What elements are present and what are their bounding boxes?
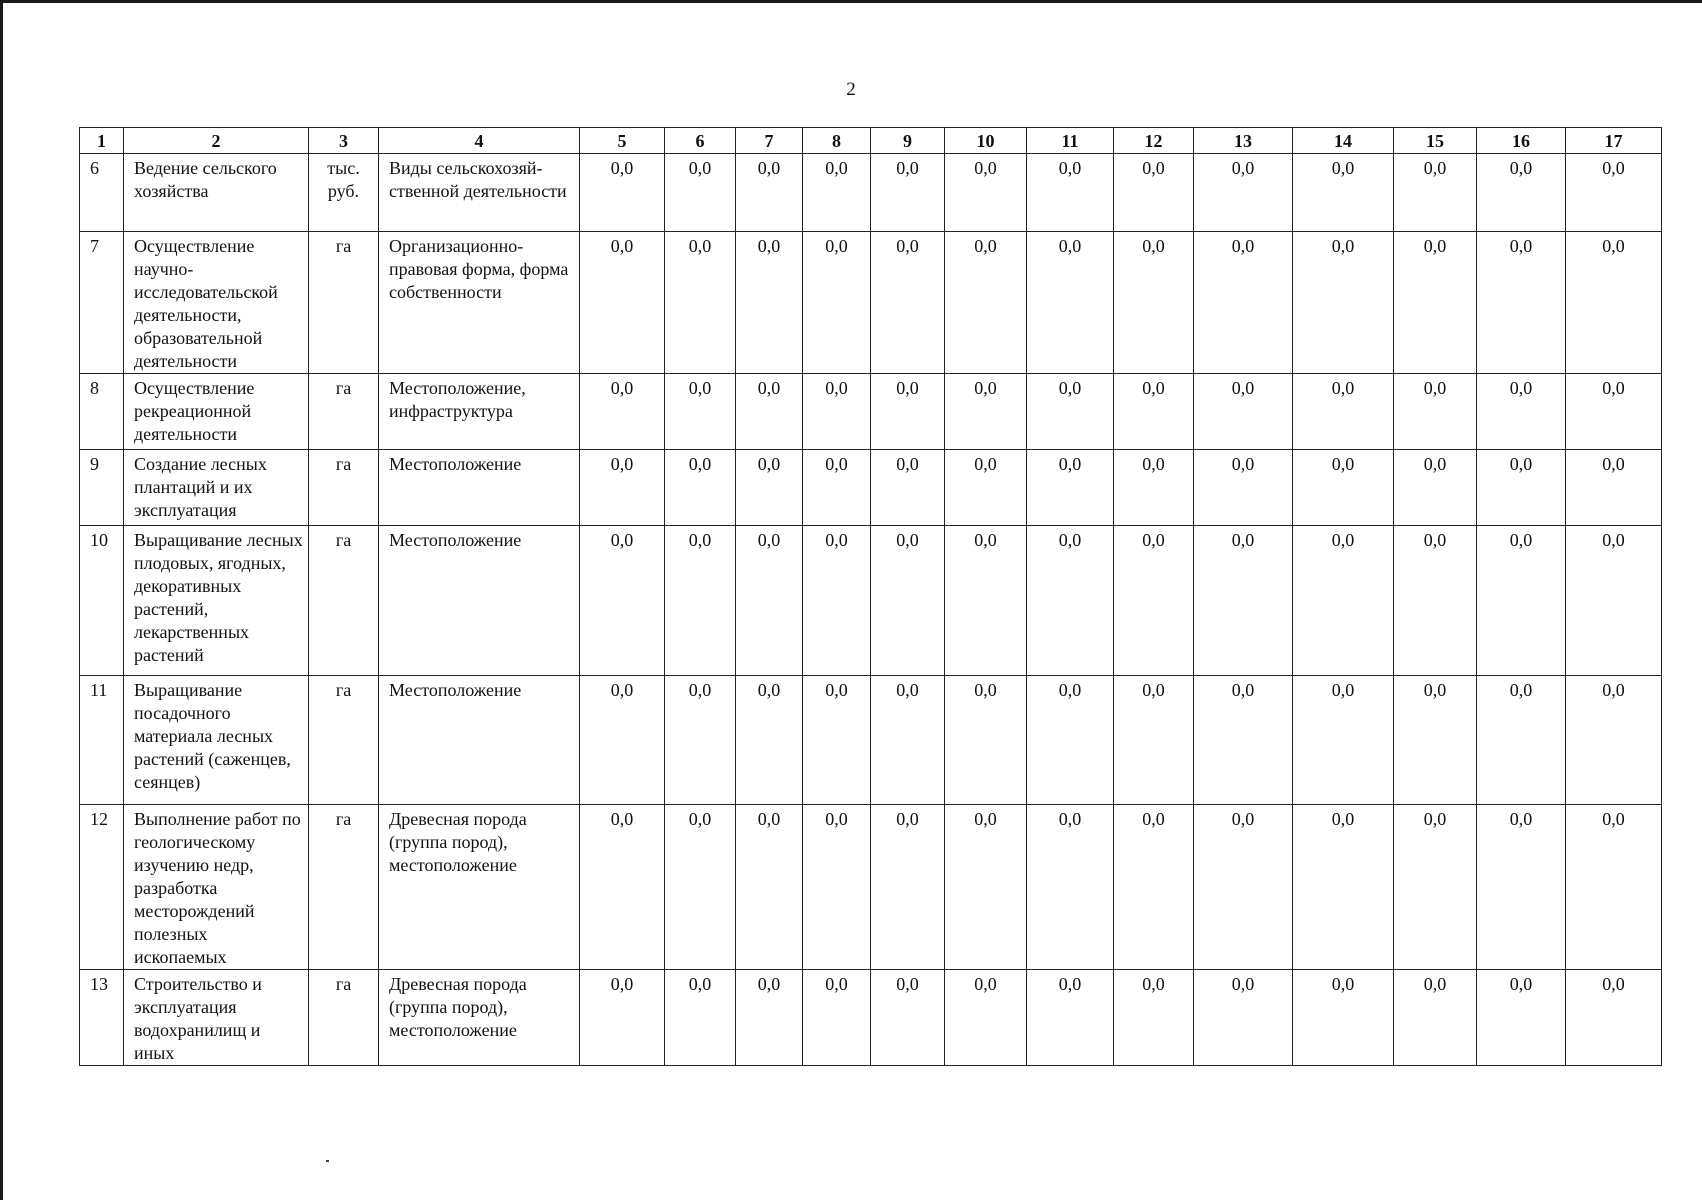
value-cell: 0,0 — [803, 970, 871, 1066]
column-header: 6 — [665, 128, 736, 154]
value-cell: 0,0 — [871, 154, 945, 232]
table-body — [80, 128, 1662, 1066]
value-cell: 0,0 — [1394, 232, 1477, 374]
value-cell: 0,0 — [1477, 805, 1566, 970]
value-cell: 0,0 — [736, 805, 803, 970]
value-cell: 0,0 — [1293, 154, 1394, 232]
value-cell: 0,0 — [580, 374, 665, 450]
characteristic: Древесная порода (группа пород), местоположение — [379, 805, 580, 970]
value-cell: 0,0 — [1114, 805, 1194, 970]
scan-speck — [326, 1160, 329, 1162]
value-cell: 0,0 — [803, 232, 871, 374]
value-cell: 0,0 — [665, 374, 736, 450]
value-cell: 0,0 — [1114, 450, 1194, 526]
table-row — [80, 970, 1662, 1066]
column-header: 8 — [803, 128, 871, 154]
value-cell: 0,0 — [1566, 676, 1662, 805]
column-header: 1 — [80, 128, 124, 154]
characteristic: Виды сельскохозяй-ственной деятельности — [379, 154, 580, 232]
value-cell: 0,0 — [1114, 970, 1194, 1066]
row-number: 12 — [80, 805, 124, 970]
column-header: 15 — [1394, 128, 1477, 154]
value-cell: 0,0 — [945, 805, 1027, 970]
unit-of-measure: га — [309, 805, 379, 970]
value-cell: 0,0 — [1194, 970, 1293, 1066]
value-cell: 0,0 — [1027, 232, 1114, 374]
row-number: 13 — [80, 970, 124, 1066]
value-cell: 0,0 — [1293, 450, 1394, 526]
value-cell: 0,0 — [1027, 805, 1114, 970]
column-header: 4 — [379, 128, 580, 154]
value-cell: 0,0 — [580, 450, 665, 526]
use-type-name: Выполнение работ по геологическому изучению недр, разработка месторождений полезных ископаемых — [124, 805, 309, 970]
unit-of-measure: га — [309, 970, 379, 1066]
value-cell: 0,0 — [803, 676, 871, 805]
column-header: 7 — [736, 128, 803, 154]
value-cell: 0,0 — [736, 970, 803, 1066]
use-type-name: Выращивание лесных плодовых, ягодных, декоративных растений, лекарственных растений — [124, 526, 309, 676]
value-cell: 0,0 — [1194, 154, 1293, 232]
value-cell: 0,0 — [1114, 232, 1194, 374]
unit-of-measure: га — [309, 374, 379, 450]
value-cell: 0,0 — [1566, 526, 1662, 676]
value-cell: 0,0 — [665, 970, 736, 1066]
table-row — [80, 805, 1662, 970]
column-header: 3 — [309, 128, 379, 154]
column-header: 13 — [1194, 128, 1293, 154]
value-cell: 0,0 — [580, 232, 665, 374]
value-cell: 0,0 — [1027, 526, 1114, 676]
characteristic: Местоположение — [379, 450, 580, 526]
value-cell: 0,0 — [1194, 232, 1293, 374]
value-cell: 0,0 — [945, 374, 1027, 450]
value-cell: 0,0 — [1477, 374, 1566, 450]
value-cell: 0,0 — [1194, 676, 1293, 805]
column-header: 11 — [1027, 128, 1114, 154]
value-cell: 0,0 — [665, 450, 736, 526]
value-cell: 0,0 — [871, 676, 945, 805]
value-cell: 0,0 — [1194, 450, 1293, 526]
value-cell: 0,0 — [1566, 450, 1662, 526]
value-cell: 0,0 — [580, 805, 665, 970]
value-cell: 0,0 — [665, 676, 736, 805]
table-row — [80, 374, 1662, 450]
value-cell: 0,0 — [945, 450, 1027, 526]
value-cell: 0,0 — [736, 154, 803, 232]
unit-of-measure: га — [309, 232, 379, 374]
value-cell: 0,0 — [1477, 526, 1566, 676]
characteristic: Местоположение — [379, 676, 580, 805]
value-cell: 0,0 — [580, 970, 665, 1066]
table-row — [80, 154, 1662, 232]
value-cell: 0,0 — [1477, 970, 1566, 1066]
characteristic: Местоположение — [379, 526, 580, 676]
value-cell: 0,0 — [1566, 232, 1662, 374]
value-cell: 0,0 — [871, 805, 945, 970]
value-cell: 0,0 — [1477, 154, 1566, 232]
value-cell: 0,0 — [736, 450, 803, 526]
value-cell: 0,0 — [1293, 232, 1394, 374]
table-row — [80, 450, 1662, 526]
unit-of-measure: тыс. руб. — [309, 154, 379, 232]
value-cell: 0,0 — [871, 232, 945, 374]
value-cell: 0,0 — [1394, 154, 1477, 232]
value-cell: 0,0 — [736, 676, 803, 805]
value-cell: 0,0 — [1194, 374, 1293, 450]
value-cell: 0,0 — [665, 805, 736, 970]
value-cell: 0,0 — [1194, 805, 1293, 970]
characteristic: Местоположение, инфраструктура — [379, 374, 580, 450]
unit-of-measure: га — [309, 676, 379, 805]
value-cell: 0,0 — [1477, 676, 1566, 805]
value-cell: 0,0 — [945, 232, 1027, 374]
value-cell: 0,0 — [1293, 374, 1394, 450]
value-cell: 0,0 — [1566, 374, 1662, 450]
header-row — [80, 128, 1662, 154]
row-number: 9 — [80, 450, 124, 526]
row-number: 8 — [80, 374, 124, 450]
value-cell: 0,0 — [803, 526, 871, 676]
unit-of-measure: га — [309, 450, 379, 526]
use-type-name: Осуществление научно-исследовательской деятельности, образовательной деятельности — [124, 232, 309, 374]
value-cell: 0,0 — [1114, 526, 1194, 676]
value-cell: 0,0 — [945, 676, 1027, 805]
scan-border-left — [0, 0, 3, 1200]
value-cell: 0,0 — [803, 374, 871, 450]
row-number: 10 — [80, 526, 124, 676]
value-cell: 0,0 — [665, 526, 736, 676]
data-table — [79, 127, 1662, 1066]
value-cell: 0,0 — [736, 232, 803, 374]
value-cell: 0,0 — [1566, 154, 1662, 232]
use-type-name: Осуществление рекреационной деятельности — [124, 374, 309, 450]
value-cell: 0,0 — [1027, 676, 1114, 805]
value-cell: 0,0 — [1027, 374, 1114, 450]
value-cell: 0,0 — [1394, 526, 1477, 676]
value-cell: 0,0 — [1477, 232, 1566, 374]
page-number: 2 — [846, 79, 856, 100]
use-type-name: Строительство и эксплуатация водохранилищ и иных — [124, 970, 309, 1066]
value-cell: 0,0 — [945, 154, 1027, 232]
column-header: 12 — [1114, 128, 1194, 154]
value-cell: 0,0 — [871, 970, 945, 1066]
value-cell: 0,0 — [871, 526, 945, 676]
column-header: 2 — [124, 128, 309, 154]
value-cell: 0,0 — [1293, 805, 1394, 970]
value-cell: 0,0 — [1114, 154, 1194, 232]
use-type-name: Ведение сельского хозяйства — [124, 154, 309, 232]
value-cell: 0,0 — [945, 970, 1027, 1066]
value-cell: 0,0 — [665, 232, 736, 374]
value-cell: 0,0 — [803, 154, 871, 232]
table-row — [80, 526, 1662, 676]
column-header: 5 — [580, 128, 665, 154]
value-cell: 0,0 — [1293, 970, 1394, 1066]
value-cell: 0,0 — [1394, 805, 1477, 970]
value-cell: 0,0 — [580, 526, 665, 676]
value-cell: 0,0 — [1566, 805, 1662, 970]
column-header: 16 — [1477, 128, 1566, 154]
scan-border-top — [0, 0, 1702, 3]
row-number: 11 — [80, 676, 124, 805]
column-header: 14 — [1293, 128, 1394, 154]
value-cell: 0,0 — [665, 154, 736, 232]
value-cell: 0,0 — [1293, 526, 1394, 676]
value-cell: 0,0 — [736, 374, 803, 450]
value-cell: 0,0 — [1027, 970, 1114, 1066]
value-cell: 0,0 — [1114, 374, 1194, 450]
value-cell: 0,0 — [1477, 450, 1566, 526]
value-cell: 0,0 — [803, 805, 871, 970]
value-cell: 0,0 — [736, 526, 803, 676]
value-cell: 0,0 — [1293, 676, 1394, 805]
value-cell: 0,0 — [1394, 450, 1477, 526]
value-cell: 0,0 — [580, 154, 665, 232]
value-cell: 0,0 — [1566, 970, 1662, 1066]
value-cell: 0,0 — [1194, 526, 1293, 676]
value-cell: 0,0 — [1394, 374, 1477, 450]
column-header: 9 — [871, 128, 945, 154]
table-row — [80, 676, 1662, 805]
value-cell: 0,0 — [871, 374, 945, 450]
value-cell: 0,0 — [871, 450, 945, 526]
value-cell: 0,0 — [1027, 154, 1114, 232]
value-cell: 0,0 — [580, 676, 665, 805]
value-cell: 0,0 — [1394, 970, 1477, 1066]
row-number: 7 — [80, 232, 124, 374]
row-number: 6 — [80, 154, 124, 232]
value-cell: 0,0 — [945, 526, 1027, 676]
column-header: 10 — [945, 128, 1027, 154]
use-type-name: Выращивание посадочного материала лесных растений (саженцев, сеянцев) — [124, 676, 309, 805]
value-cell: 0,0 — [1114, 676, 1194, 805]
value-cell: 0,0 — [1027, 450, 1114, 526]
characteristic: Организационно-правовая форма, форма собственности — [379, 232, 580, 374]
value-cell: 0,0 — [1394, 676, 1477, 805]
table-row — [80, 232, 1662, 374]
unit-of-measure: га — [309, 526, 379, 676]
use-type-name: Создание лесных плантаций и их эксплуатация — [124, 450, 309, 526]
value-cell: 0,0 — [803, 450, 871, 526]
column-header: 17 — [1566, 128, 1662, 154]
characteristic: Древесная порода (группа пород), местоположение — [379, 970, 580, 1066]
